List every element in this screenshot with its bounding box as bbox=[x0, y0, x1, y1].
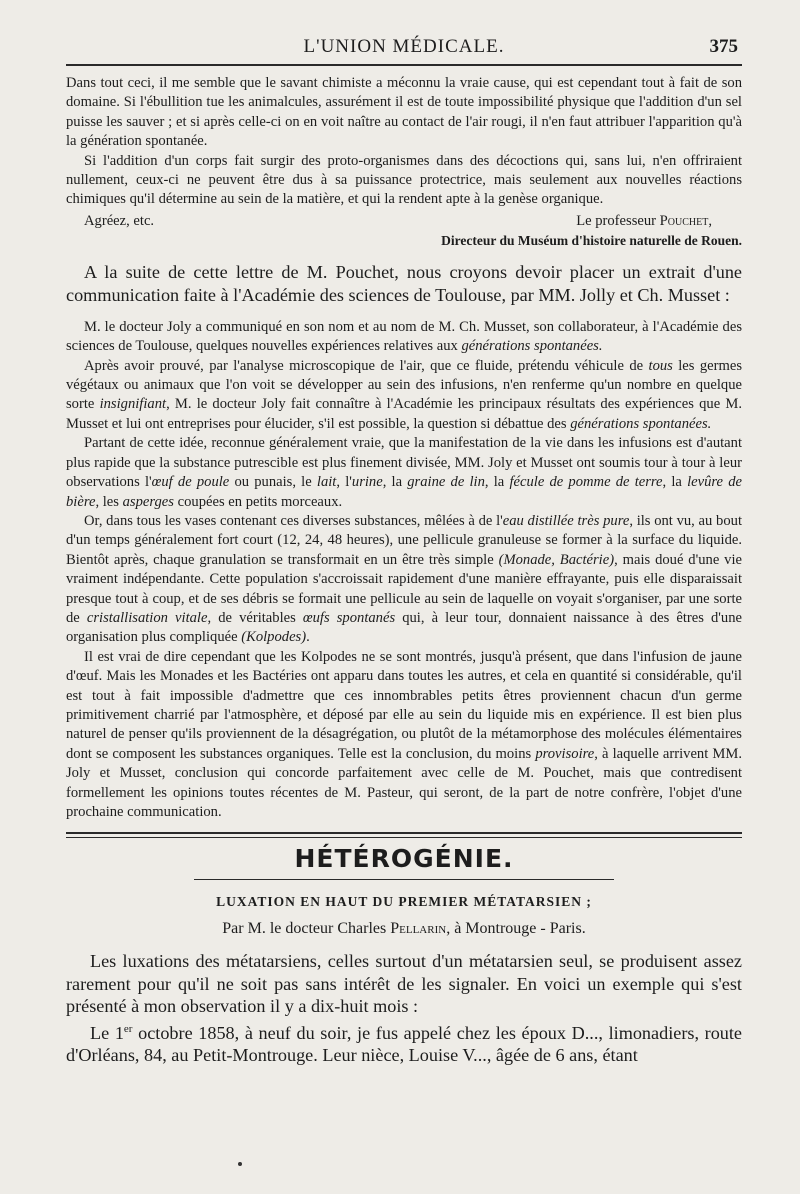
running-title: L'UNION MÉDICALE. bbox=[303, 36, 505, 57]
letter-body bbox=[66, 74, 742, 251]
communication-paragraph: Après avoir prouvé, par l'analyse microscopique de l'air, que ce fluide, prétendu véhicule de tous les germes végétaux ou animaux que l'on voit se développer au sein des infusions, n'en renferme qu'un nombre en quelque sorte insignifiant, M. le docteur Joly fait connaître à l'Académie les principaux résultats des expériences que M. Musset et lui ont entreprises pour élucider, s'il est possible, la question si débattue des générations spontanées. bbox=[66, 357, 742, 432]
print-mark bbox=[238, 1162, 242, 1166]
communication-paragraph: Il est vrai de dire cependant que les Kolpodes ne se sont montrés, jusqu'à présent, que dans l'infusion de jaune d'œuf. Mais les Monades et les Bactéries ont apparu dans toutes les autres, et cela en quantité si considérable, qu'il est tout à fait impossible d'admettre que ces innombrables petits êtres proviennent chacun d'un germe primitivement charrié par l'atmosphère, et déposé par elle au sein du liquide mis en expérience. Il est bien plus naturel de penser qu'ils proviennent de la désagrégation, ou plutôt de la métamorphose des molécules élémentaires dont se composent les substances organiques. Telle est la conclusion, du moins provisoire, à laquelle arrivent MM. Joly et Musset, conclusion qui concorde parfaitement avec celle de M. Pouchet, mais que contredisent formellement les opinions toutes récentes de M. Pasteur, qui seront, de la part de notre confrère, l'objet d'une prochaine communication. bbox=[66, 648, 742, 820]
title-rule bbox=[194, 879, 614, 880]
communication-paragraph: M. le docteur Joly a communiqué en son nom et au nom de M. Ch. Musset, son collaborateur, à l'Académie des sciences de Toulouse, quelques nouvelles expériences relatives aux générations spontanées. bbox=[66, 318, 742, 355]
author-name: Pellarin bbox=[390, 920, 447, 938]
closing-line bbox=[66, 212, 742, 231]
article-paragraph: Le 1er octobre 1858, à neuf du soir, je fus appelé chez les époux D..., limonadiers, route d'Orléans, 84, au Petit-Montrouge. Leur nièce, Louise V..., âgée de 6 ans, étant bbox=[66, 1022, 743, 1066]
section-divider bbox=[66, 832, 742, 838]
communication-paragraph: Partant de cette idée, reconnue généralement vraie, que la manifestation de la vie dans les infusions est d'autant plus rapide que la substance putrescible est plus finement divisée, MM. Joly et Musset ont soumis tour à tour à leur observations l'œuf de poule ou punais, le lait, l'urine, la graine de lin, la fécule de pomme de terre, la levûre de bière, les asperges coupées en petits morceaux. bbox=[66, 435, 742, 510]
byline: Par M. le docteur Charles Pellarin, à Montrouge - Paris. bbox=[222, 920, 586, 938]
page-number: 375 bbox=[709, 36, 738, 57]
letter-paragraph: Si l'addition d'un corps fait surgir des proto-organismes dans des décoctions qui, sans lui, n'en offriraient nullement, ceux-ci ne peuvent être dus à sa puissance protectrice, mais seulement aux nouvelles réactions chimiques qu'il détermine au sein de la matière, et qui la rendent apte à la genèse organique. bbox=[66, 152, 742, 208]
article-paragraph: Les luxations des métatarsiens, celles surtout d'un métatarsien seul, se produisent assez rarement pour qu'il ne soit pas sans intérêt de les signaler. En voici un exemple qui s'est présenté à mon observation il y a dix-huit mois : bbox=[66, 951, 742, 1017]
communication-extract bbox=[66, 318, 742, 823]
closing: Agréez, etc. bbox=[84, 212, 155, 229]
letter-paragraph: Dans tout ceci, il me semble que le savant chimiste a méconnu la vraie cause, qui est cependant tout à fait de son domaine. Si l'ébullition tue les animalcules, assurément il est de toute impossibilité physique que l'addition d'un sel puisse les sauver ; et si après celle-ci on en voit naître au contact de l'air rougi, il n'en faut attribuer l'apparition qu'à la génération spontanée. bbox=[66, 75, 742, 150]
running-head bbox=[66, 36, 742, 66]
signature-name: Pouchet bbox=[659, 212, 709, 229]
communication-paragraph: Or, dans tous les vases contenant ces diverses substances, mêlées à de l'eau distillée très pure, ils ont vu, au bout d'un temps généralement fort court (12, 24, 48 heures), une pellicule granuleuse se former à la surface du liquide. Bientôt après, chaque granulation se transformait en un être très simple (Monade, Bactérie), mais doué d'une vie vraiment indépendante. Cette population s'accroissait rapidement d'une manière effrayante, puis elle disparaissait presque tout à coup, et de ses débris se formait une pellicule au sein de laquelle on voyait s'organiser, par une sorte de cristallisation vitale, de véritables œufs spontanés qui, à leur tour, donnaient naissance à des êtres d'une organisation plus compliquée (Kolpodes). bbox=[66, 512, 743, 646]
article-title: LUXATION EN HAUT DU PREMIER MÉTATARSIEN ; bbox=[216, 894, 592, 910]
signature-suffix: , bbox=[708, 212, 712, 229]
section-title: HÉTÉROGÉNIE. bbox=[294, 844, 514, 874]
signature-title: Directeur du Muséum d'histoire naturelle de Rouen. bbox=[441, 232, 742, 248]
signature bbox=[576, 212, 742, 231]
intro-paragraph: A la suite de cette lettre de M. Pouchet, nous croyons devoir placer un extrait d'une communication faite à l'Académie des sciences de Toulouse, par MM. Jolly et Ch. Musset : bbox=[66, 261, 742, 306]
signature-prefix: Le professeur bbox=[576, 212, 660, 229]
